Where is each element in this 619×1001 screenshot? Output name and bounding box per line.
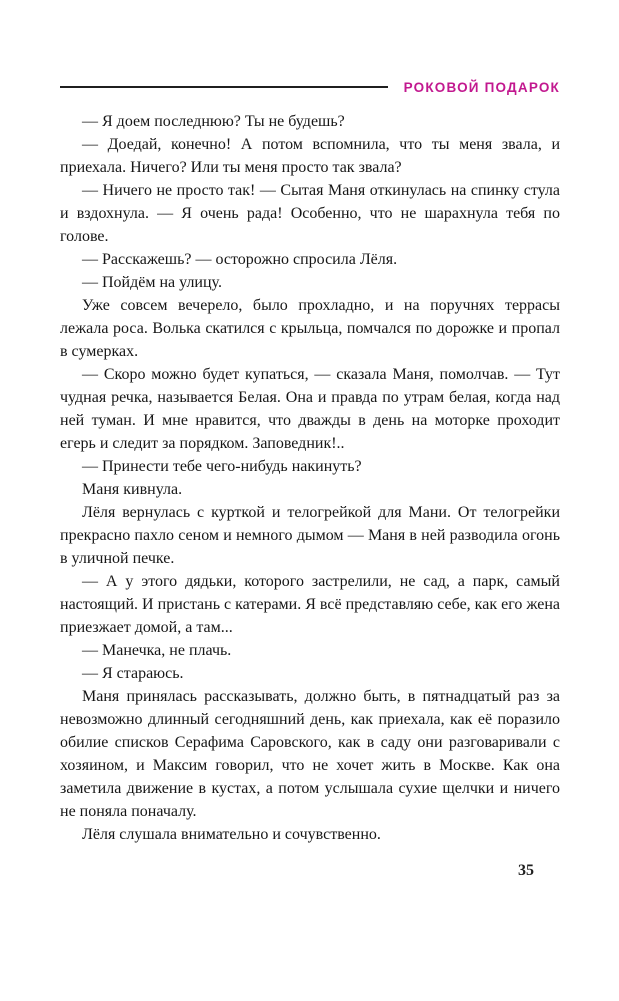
page-footer <box>60 862 560 880</box>
page-header <box>60 78 560 96</box>
page-number: 35 <box>518 862 534 879</box>
book-title: РОКОВОЙ ПОДАРОК <box>403 79 560 95</box>
paragraph: — Скоро можно будет купаться, — сказала Маня, помолчав. — Тут чудная речка, называется Белая. Она и правда по утрам белая, когда над ней туман. И мне нравится, что дважды в день на моторке проходит егерь и следит за порядком. Заповедник!.. <box>60 366 560 452</box>
paragraph: — А у этого дядьки, которого застрелили, не сад, а парк, самый настоящий. И пристань с катерами. Я всё представляю себе, как его жена приезжает домой, а там... <box>60 573 560 636</box>
paragraph: — Я стараюсь. <box>82 665 184 682</box>
paragraph: — Доедай, конечно! А потом вспомнила, что ты меня звала, и приехала. Ничего? Или ты меня просто так звала? <box>60 136 560 176</box>
paragraph: — Я доем последнюю? Ты не будешь? <box>82 113 345 130</box>
paragraph: Маня кивнула. <box>82 481 183 498</box>
paragraph: Лёля вернулась с курткой и телогрейкой для Мани. От телогрейки прекрасно пахло сеном и немного дымом — Маня в ней разводила огонь в уличной печке. <box>60 504 560 567</box>
paragraph: Маня принялась рассказывать, должно быть, в пятнадцатый раз за невозможно длинный сегодняшний день, как приехала, как её поразило обилие списков Серафима Саровского, как в саду они разговаривали с хозяином, и Максим говорил, что не хочет жить в Москве. Как она заметила движение в кустах, а потом услышала сухие щелчки и ничего не поняла поначалу. <box>60 688 560 820</box>
paragraph: — Манечка, не плачь. <box>82 642 232 659</box>
paragraph: — Пойдём на улицу. <box>82 274 222 291</box>
paragraph: Лёля слушала внимательно и сочувственно. <box>82 826 381 843</box>
paragraph: — Принести тебе чего-нибудь накинуть? <box>82 458 362 475</box>
header-rule <box>60 86 388 88</box>
paragraph: — Ничего не просто так! — Сытая Маня откинулась на спинку стула и вздохнула. — Я очень рада! Особенно, что не шарахнула тебя по голове. <box>60 182 560 245</box>
page-text <box>60 110 560 846</box>
paragraph: Уже совсем вечерело, было прохладно, и на поручнях террасы лежала роса. Волька скатился с крыльца, помчался по дорожке и пропал в сумерках. <box>60 297 560 360</box>
paragraph: — Расскажешь? — осторожно спросила Лёля. <box>82 251 398 268</box>
